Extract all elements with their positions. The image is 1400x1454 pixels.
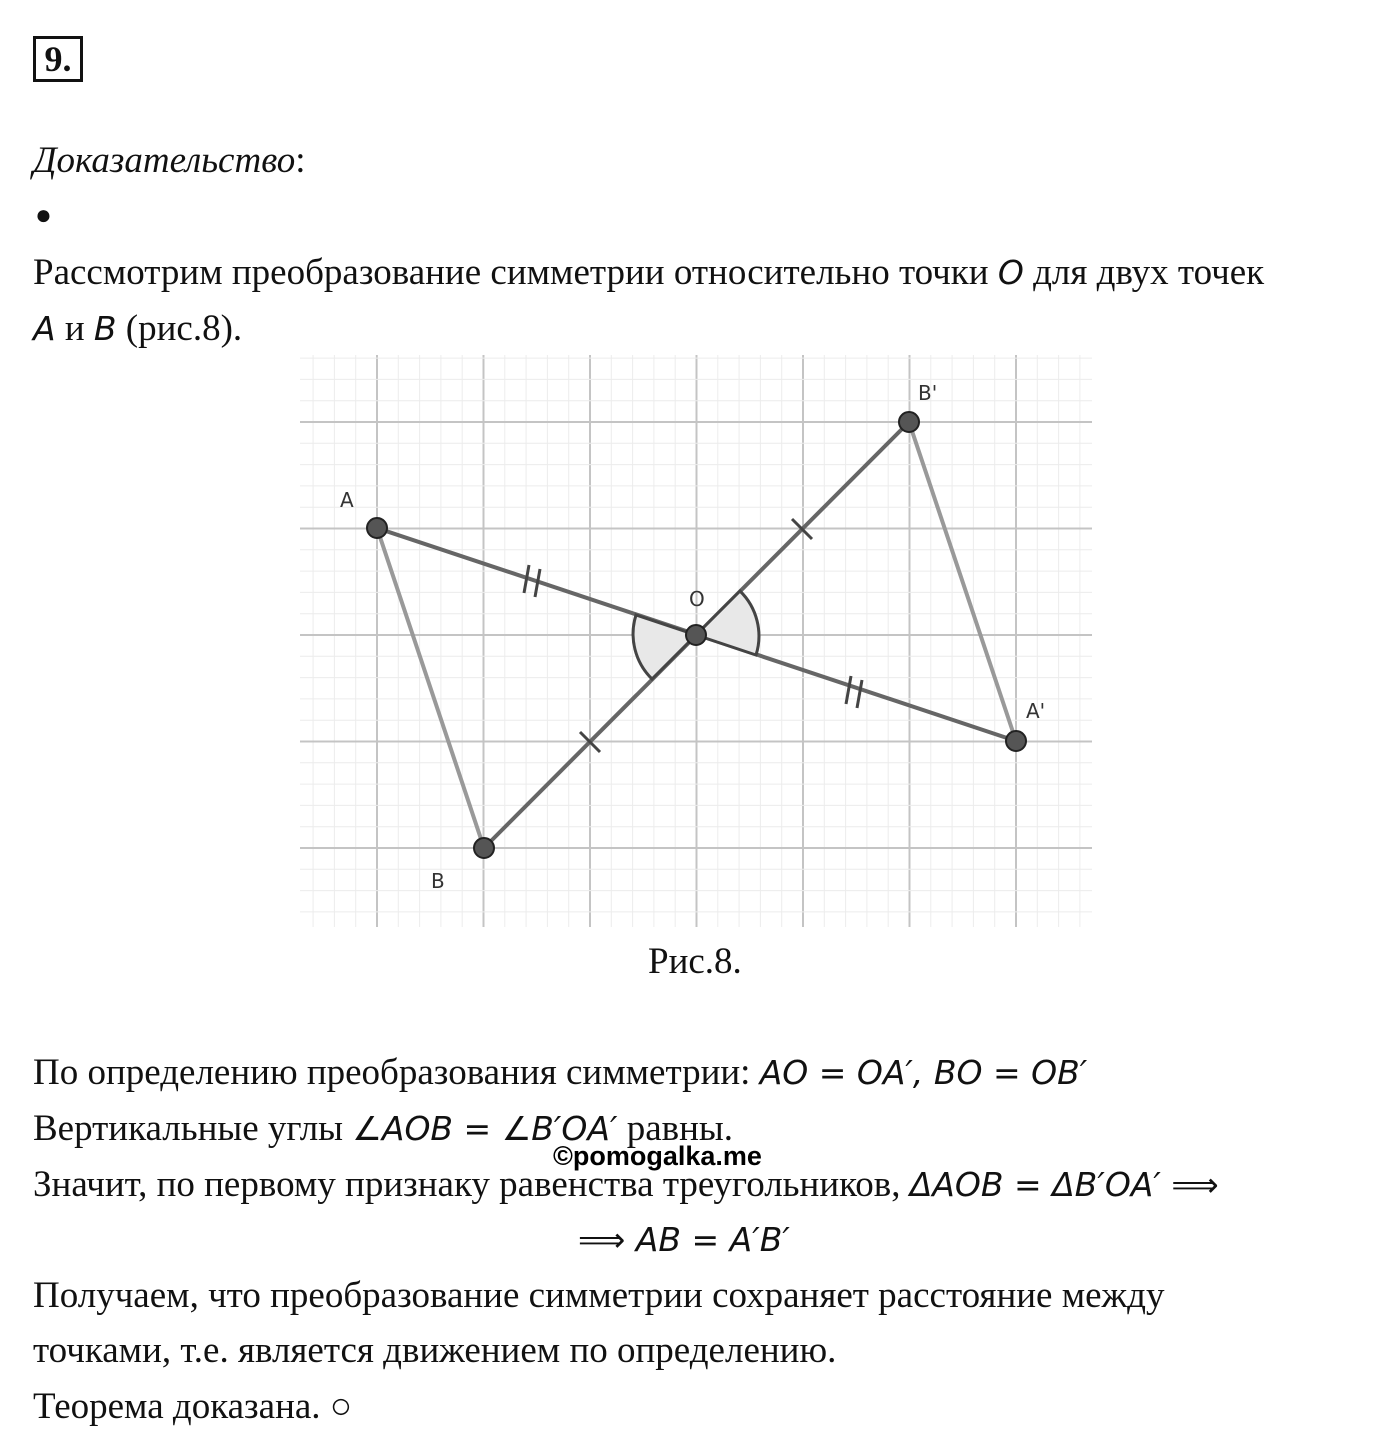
figure-ref: (рис.8). [116,308,243,349]
point-o-ref: O [997,253,1024,292]
proof-heading-line [33,142,306,179]
segment-b-prime-a-prime [909,422,1016,741]
symmetry-figure [300,355,1092,927]
point-b-prime [899,412,919,432]
point-o [686,625,706,645]
tick-oa-prime-2 [857,680,862,708]
para3-formula: ∠AOB = ∠B′OA′ [352,1109,618,1148]
para4-text: Значит, по первому признаку равенства треугольников, [33,1164,910,1205]
watermark: ©pomogalka.me [553,1141,762,1171]
and-word: и [55,308,94,349]
conclusion: Теорема доказана. ○ [33,1386,353,1427]
point-b [474,838,494,858]
para2-text: По определению преобразования симметрии: [33,1052,760,1093]
para6-line2: точками, т.е. является движением по определению. [33,1330,837,1371]
para6-line1: Получаем, что преобразование симметрии сохраняет расстояние между [33,1275,1165,1316]
para5 [578,1221,790,1258]
para4-formula: ΔAOB = ΔB′OA′ ⟹ [909,1165,1219,1204]
point-a [367,518,387,538]
para5-formula: ⟹ AB = A′B′ [578,1220,790,1259]
angle-arc-b-prime-o-a-prime [696,591,759,655]
segment-a-b [377,528,484,848]
para3-end: равны. [617,1108,734,1149]
proof-heading: Доказательство [33,140,296,181]
tick-oa-prime-1 [846,676,851,704]
label-b: B [431,869,445,893]
label-b-prime: B' [918,381,938,405]
figure-caption: Рис.8. [648,941,742,982]
point-a-prime [1006,731,1026,751]
bullet: ● [35,200,52,231]
para1-text: Рассмотрим преобразование симметрии относительно точки [33,252,998,293]
proof-colon: : [295,140,306,181]
point-a-ref: A [33,309,56,348]
label-o: O [689,587,705,611]
para1-line1 [33,254,1264,291]
point-b-ref: B [93,309,117,348]
para1-line2 [33,310,242,347]
problem-number: 9. [33,36,83,82]
para2-formula: AO = OA′, BO = OB′ [759,1053,1088,1092]
para1-end: для двух точек [1023,252,1265,293]
label-a-prime: A' [1026,699,1046,723]
label-a: A [340,488,354,512]
para2 [33,1054,1087,1091]
para3-text: Вертикальные углы [33,1108,353,1149]
para4 [33,1166,1219,1203]
